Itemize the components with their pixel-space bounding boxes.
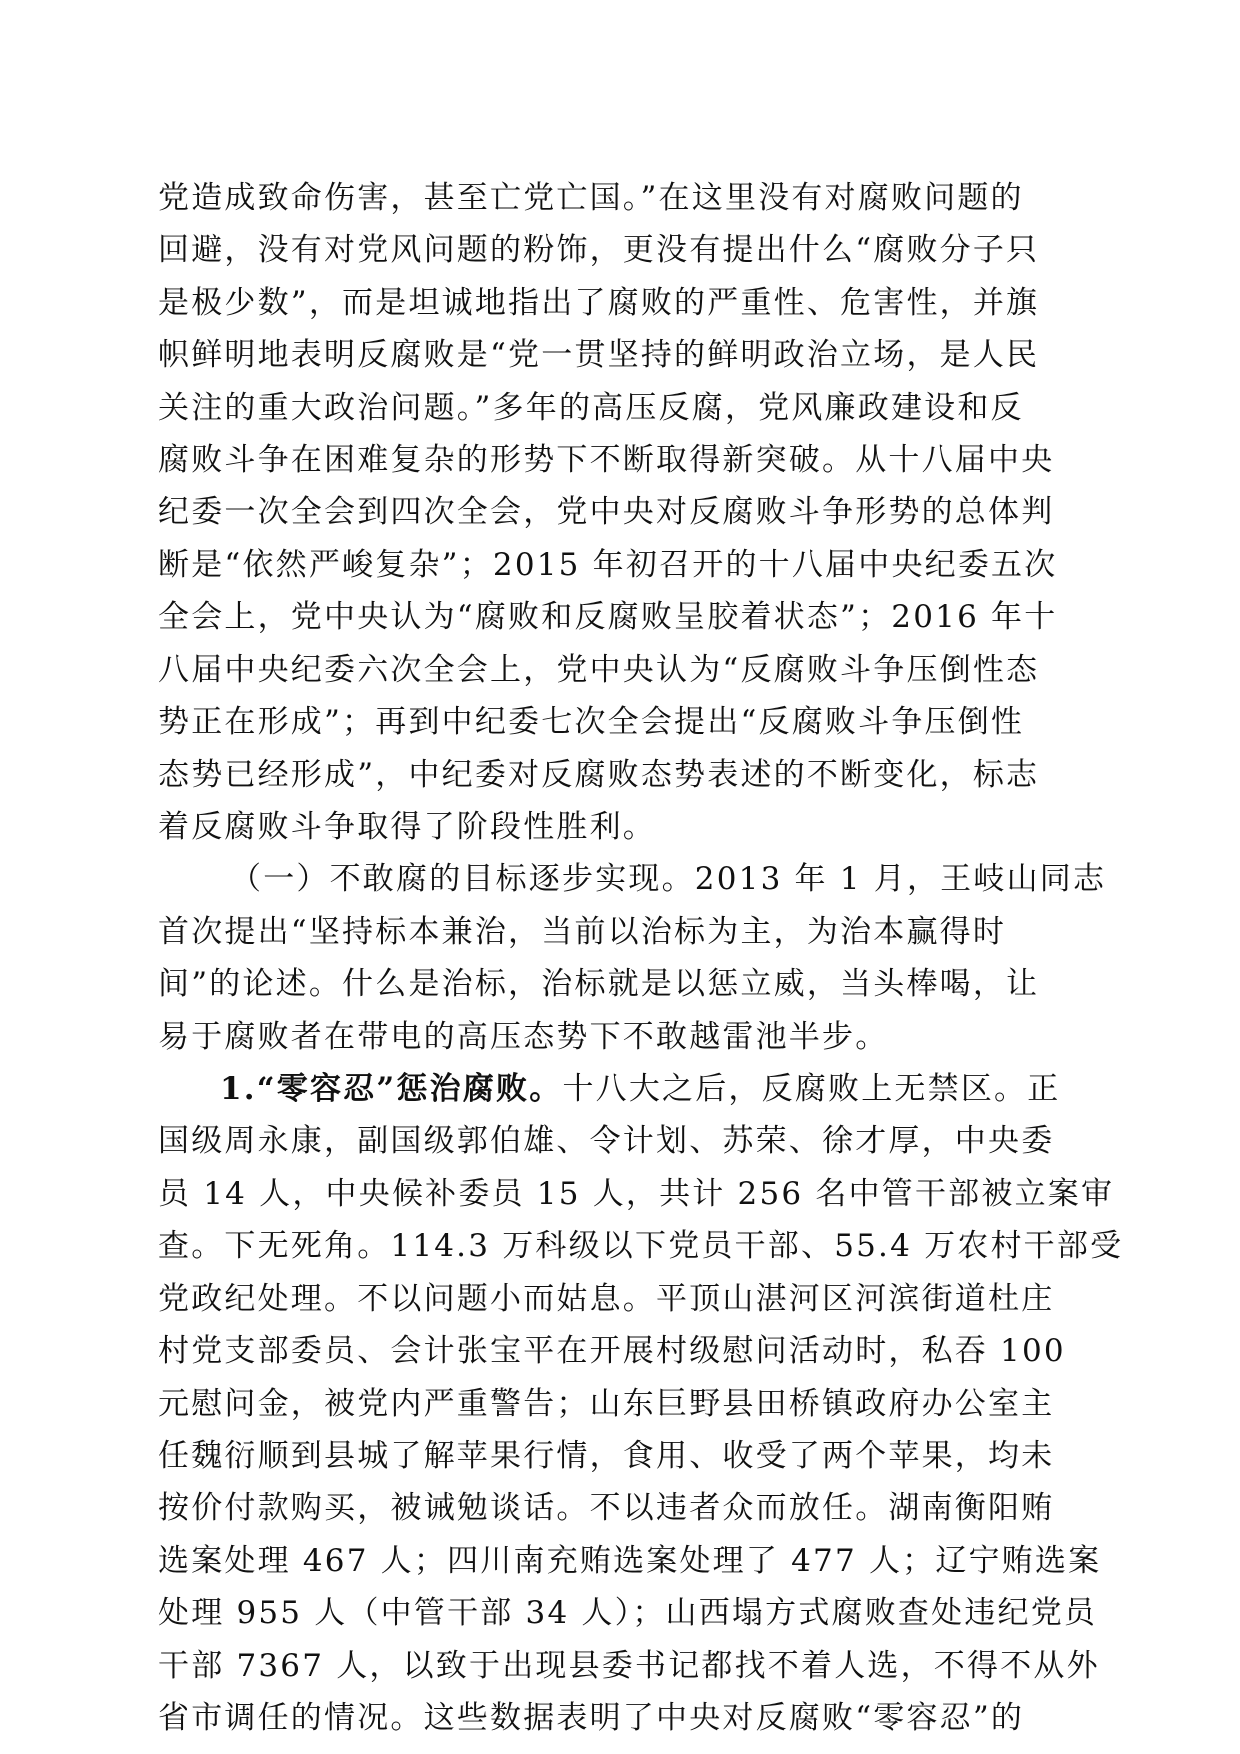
- text-line: 省市调任的情况。这些数据表明了中央对反腐败“零容忍”的: [158, 1700, 1025, 1736]
- text-line: 村党支部委员、会计张宝平在开展村级慰问活动时，私吞 100: [158, 1333, 1066, 1369]
- subheading-line: [220, 1067, 1060, 1111]
- text-line: 党造成致命伤害，甚至亡党亡国。”在这里没有对腐败问题的: [158, 180, 1024, 216]
- text-line: 腐败斗争在困难复杂的形势下不断取得新突破。从十八届中央: [158, 442, 1055, 478]
- text-line: 纪委一次全会到四次全会，党中央对反腐败斗争形势的总体判: [158, 494, 1055, 530]
- text-line: 八届中央纪委六次全会上，党中央认为“反腐败斗争压倒性态: [158, 652, 1040, 688]
- text-line: 全会上，党中央认为“腐败和反腐败呈胶着状态”；2016 年十: [158, 599, 1058, 635]
- text-line: 干部 7367 人，以致于出现县委书记都找不着人选，不得不从外: [158, 1648, 1100, 1684]
- text-line: 党政纪处理。不以问题小而姑息。平顶山湛河区河滨街道杜庄: [158, 1281, 1055, 1317]
- text-line: 势正在形成”；再到中纪委七次全会提出“反腐败斗争压倒性: [158, 704, 1025, 740]
- text-line: 任魏衍顺到县城了解苹果行情，食用、收受了两个苹果，均未: [158, 1438, 1055, 1474]
- text-line: 易于腐败者在带电的高压态势下不敢越雷池半步。: [158, 1019, 889, 1055]
- text-line: 关注的重大政治问题。”多年的高压反腐，党风廉政建设和反: [158, 390, 1024, 426]
- text-line: 断是“依然严峻复杂”；2015 年初召开的十八届中央纪委五次: [158, 547, 1058, 583]
- text-line: 是极少数”，而是坦诚地指出了腐败的严重性、危害性，并旗: [158, 285, 1040, 321]
- text-line: 着反腐败斗争取得了阶段性胜利。: [158, 809, 656, 845]
- subheading-bold: 1.“零容忍”惩治腐败。: [220, 1071, 563, 1107]
- text-line: 员 14 人，中央候补委员 15 人，共计 256 名中管干部被立案审: [158, 1176, 1115, 1212]
- text-line: 查。下无死角。114.3 万科级以下党员干部、55.4 万农村干部受: [158, 1228, 1124, 1264]
- text-line: 处理 955 人（中管干部 34 人）；山西塌方式腐败查处违纪党员: [158, 1595, 1098, 1631]
- subheading-rest: 十八大之后，反腐败上无禁区。正: [562, 1071, 1061, 1107]
- text-line: 间”的论述。什么是治标，治标就是以惩立威，当头棒喝，让: [158, 966, 1040, 1002]
- text-line: 态势已经形成”，中纪委对反腐败态势表述的不断变化，标志: [158, 757, 1040, 793]
- text-line: 首次提出“坚持标本兼治，当前以治标为主，为治本赢得时: [158, 914, 1007, 950]
- text-line: 国级周永康，副国级郭伯雄、令计划、苏荣、徐才厚，中央委: [158, 1123, 1055, 1159]
- text-line: 回避，没有对党风问题的粉饰，更没有提出什么“腐败分子只: [158, 232, 1040, 268]
- section-heading-line: （一）不敢腐的目标逐步实现。2013 年 1 月，王岐山同志: [230, 861, 1107, 897]
- text-line: 按价付款购买，被诫勉谈话。不以违者众而放任。湖南衡阳贿: [158, 1490, 1055, 1526]
- text-line: 选案处理 467 人；四川南充贿选案处理了 477 人；辽宁贿选案: [158, 1543, 1102, 1579]
- text-line: 元慰问金，被党内严重警告；山东巨野县田桥镇政府办公室主: [158, 1386, 1055, 1422]
- text-line: 帜鲜明地表明反腐败是“党一贯坚持的鲜明政治立场，是人民: [158, 337, 1040, 373]
